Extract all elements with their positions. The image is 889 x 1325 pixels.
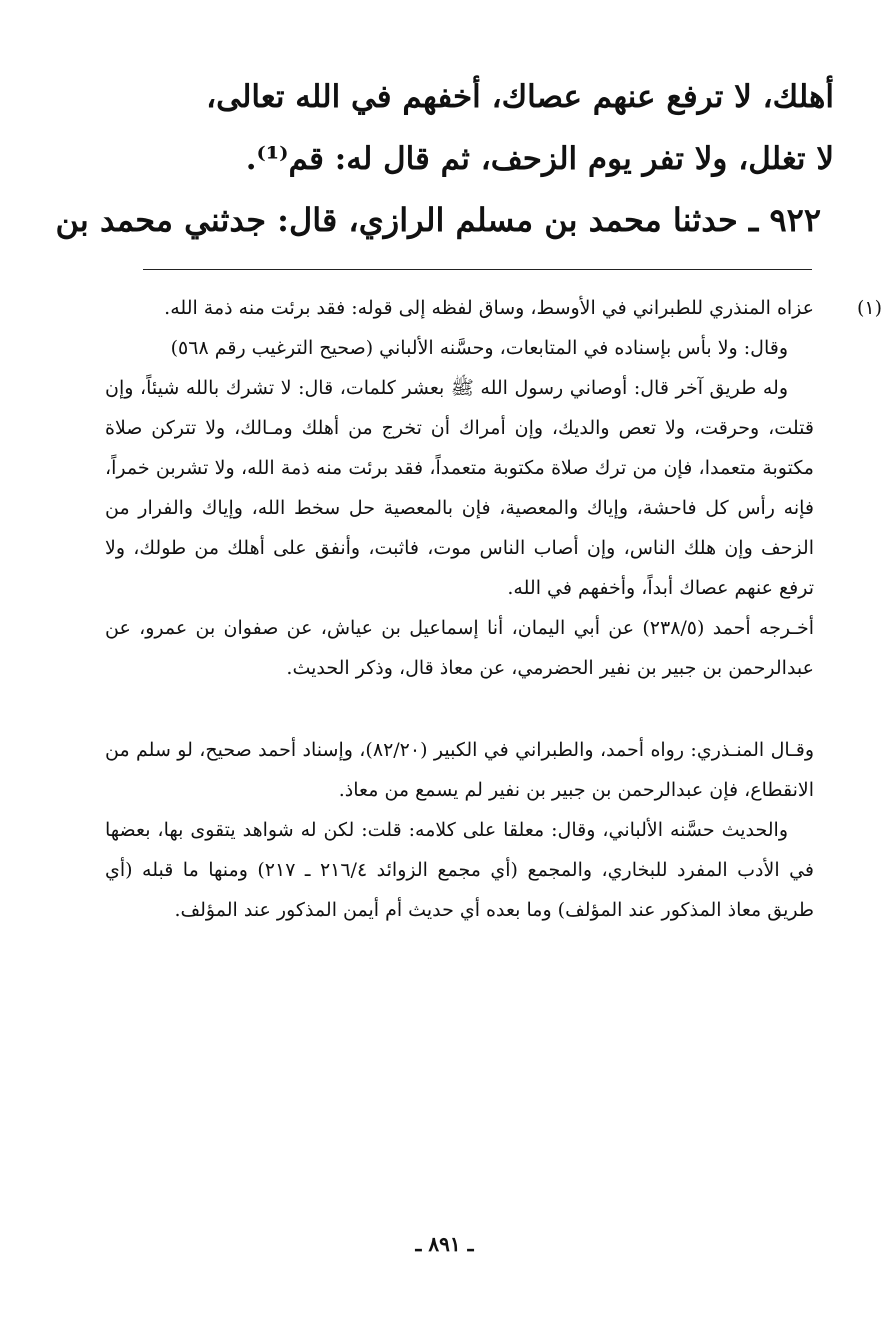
main-text-line: لا تغلل، ولا تفر يوم الزحف، ثم قال له: قم⁽¹⁾. (245, 141, 834, 177)
footnote-paragraph: والحديث حسَّنه الألباني، وقال: معلقا على كلامه: قلت: لكن له شواهد يتقوى بها، بعضها في الأدب المفرد للبخاري، والمجمع (أي مجمع الزوائد ٢١٦/٤ ـ ٢١٧) ومنها ما قبله (أي طريق معاذ المذكور عند المؤلف) وما بعده أي حديث أم أيمن المذكور عند المؤلف. (105, 819, 814, 921)
main-text-line: أهلك، لا ترفع عنهم عصاك، أخفهم في الله تعالى، (206, 79, 834, 115)
page-number: ـ ٨٩١ ـ (415, 1232, 474, 1256)
footnotes-block (105, 288, 882, 930)
footnote-paragraph: أخـرجه أحمد (٢٣٨/٥) عن أبي اليمان، أنا إسماعيل بن عياش، عن صفوان بن عمرو، عن عبدالرحمن بن جبير بن نفير الحضرمي، عن معاذ قال، وذكر الحديث. (105, 617, 815, 679)
footnote-paragraph: وقال: ولا بأس بإسناده في المتابعات، وحسَّنه الألباني (صحيح الترغيب رقم ٥٦٨) (170, 337, 788, 359)
footnote-paragraph: وله طريق آخر قال: أوصاني رسول الله ﷺ بعشر كلمات، قال: لا تشرك بالله شيئاً، وإن قتلت، وحرقت، ولا تعص والديك، وإن أمراك أن تخرج من أهلك ومـالك، ولا تتركن صلاة مكتوبة متعمدا، فإن من ترك صلاة مكتوبة متعمداً، فقد برئت منه ذمة الله، ولا تشربن خمراً، فإنه رأس كل فاحشة، وإياك والمعصية، فإن بالمعصية حل سخط الله، وإياك والفرار من الزحف وإن هلك الناس، وإن أصاب الناس موت، فاثبت، وأنفق على أهلك من طولك، ولا ترفع عنهم عصاك أبداً، وأخفهم في الله. (105, 377, 814, 599)
footnote-paragraph: عزاه المنذري للطبراني في الأوسط، وساق لفظه إلى قوله: فقد برئت منه ذمة الله. (164, 297, 814, 319)
hadith-text: حدثنا محمد بن مسلم الرازي، قال: جدثني محمد بن (55, 201, 738, 239)
footnote-paragraph: وقـال المنـذري: رواه أحمد، والطبراني في الكبير (٨٢/٢٠)، وإسناد أحمد صحيح، لو سلم من الانقطاع، فإن عبدالرحمن بن جبير بن نفير لم يسمع من معاذ. (105, 739, 814, 801)
hadith-chain-line (55, 190, 821, 250)
main-text-block (95, 66, 834, 190)
hadith-number: ٩٢٢ ـ (748, 201, 821, 239)
footnote-separator (143, 269, 812, 270)
footnote-marker: (١) (856, 297, 882, 319)
